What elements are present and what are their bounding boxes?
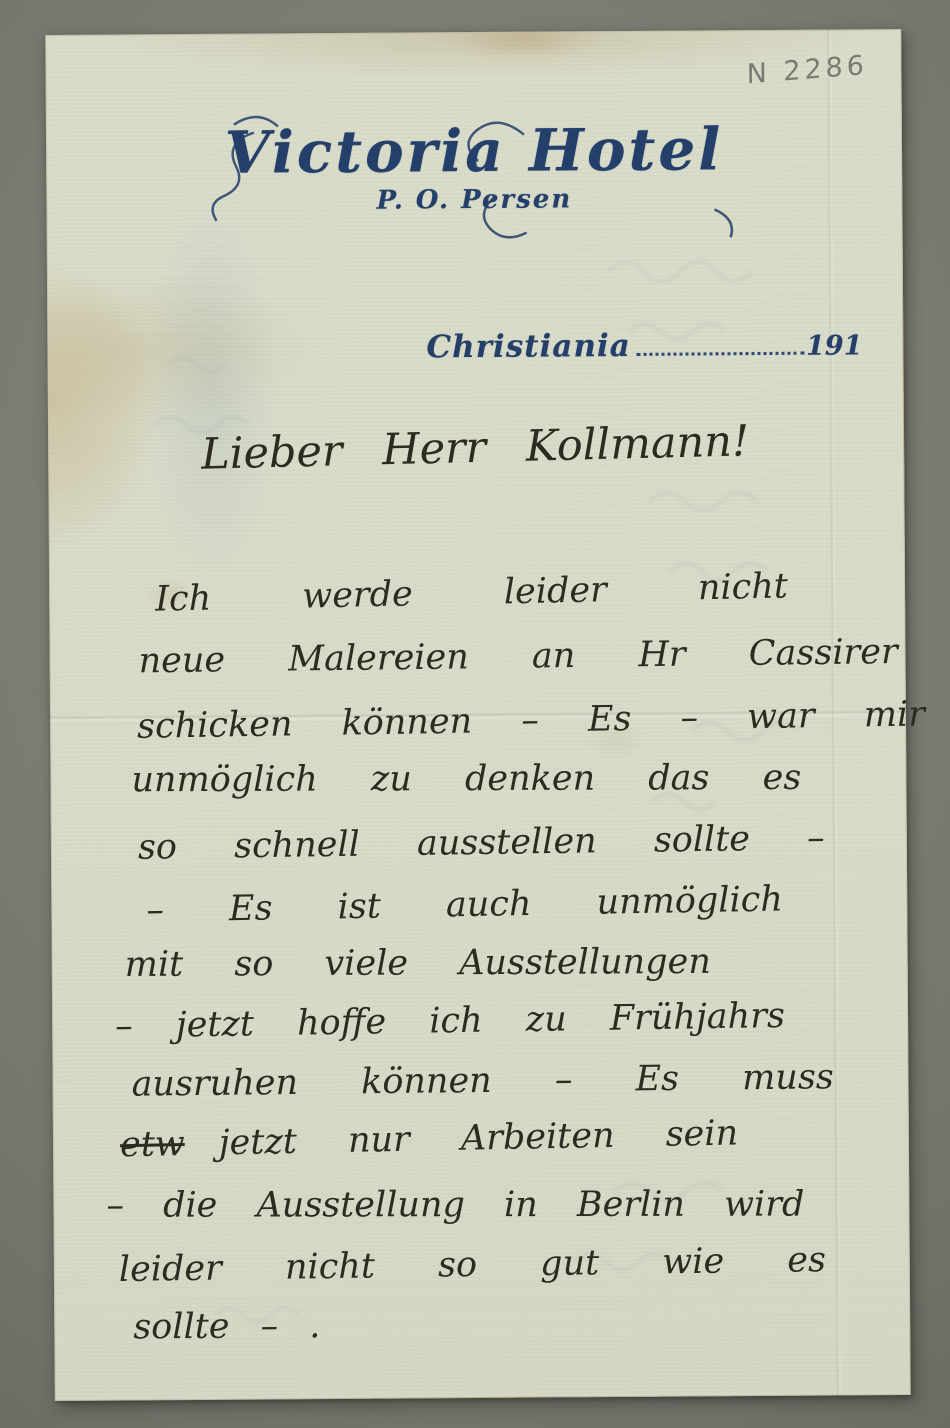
dateline [426,326,862,365]
handwriting-line: mit so viele Ausstellungen [124,941,711,985]
letterhead [47,114,902,218]
handwriting-line: unmöglich zu denken das es [131,757,802,801]
handwriting-line: Ich werde leider nicht [154,566,789,620]
archival-note: N 2286 [746,49,868,91]
place-name: Christiania [426,327,631,366]
letter-paper [45,29,926,1401]
year-prefix: 191 [805,330,863,362]
handwriting-line-text: jetzt nur Arbeiten sein [218,1113,739,1164]
handwriting-line: leider nicht so gut wie es [118,1240,827,1290]
salutation: Lieber Herr Kollmann! [200,416,750,480]
handwriting-line: ausruhen können – Es muss [131,1057,834,1105]
hotel-name [225,115,724,186]
handwriting-line: so schnell ausstellen sollte – [137,818,825,868]
strikethrough-word: etw [119,1124,186,1166]
hotel-name-text: Victoria Hotel [224,115,724,187]
proprietor-name: P. O. Persen [376,184,573,216]
handwriting-line: sollte – . [133,1306,321,1348]
handwriting-line: – jetzt hoffe ich zu Frühjahrs [114,995,786,1047]
handwriting-line: schicken können – Es – war mir [136,694,926,747]
dotted-rule [637,351,804,356]
handwriting-line: neue Malereien an Hr Cassirer [138,632,898,682]
handwriting-line: – Es ist auch unmöglich [146,879,784,931]
handwriting-line: – die Ausstellung in Berlin wird [106,1184,805,1226]
handwriting-line [120,1113,739,1165]
